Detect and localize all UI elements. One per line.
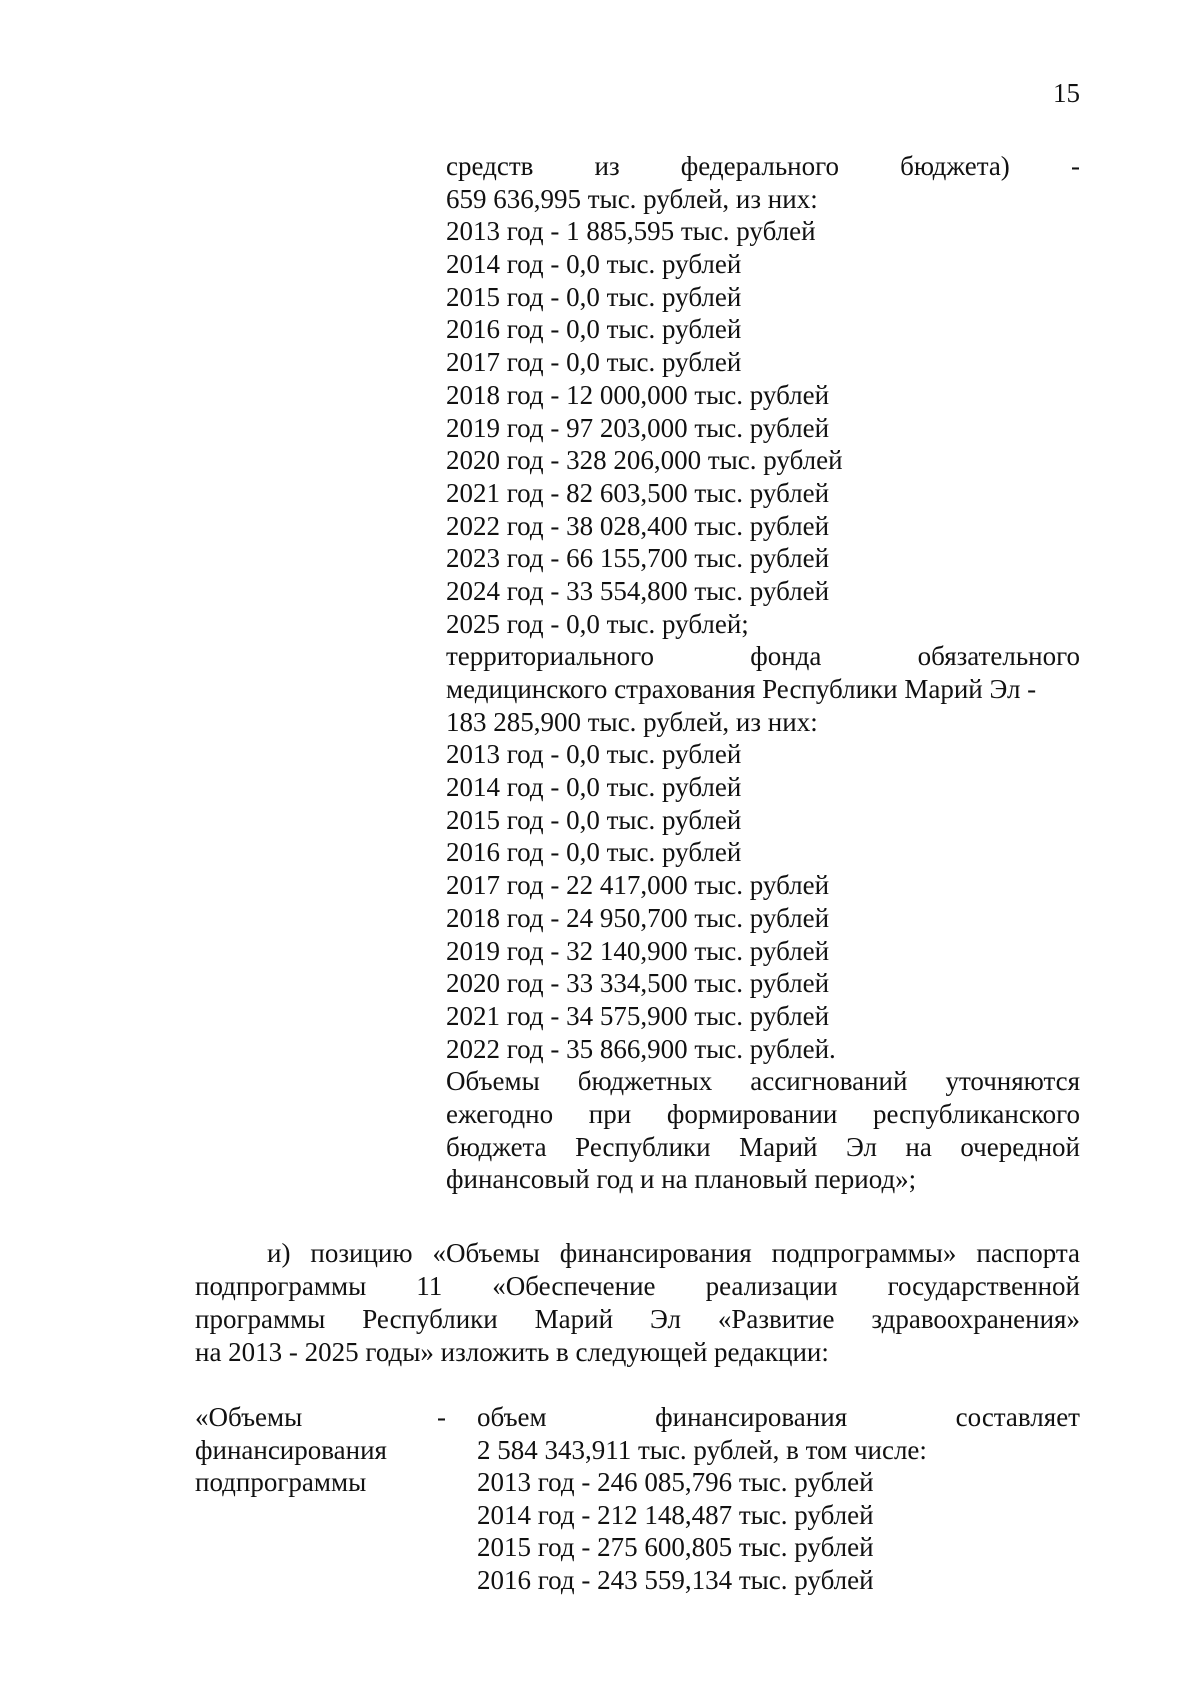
year-line: 2015 год - 0,0 тыс. рублей <box>446 281 742 312</box>
label-line: подпрограммы <box>195 1467 367 1497</box>
subprogram-financing-values <box>477 1401 1080 1596</box>
year-line: 2015 год - 0,0 тыс. рублей <box>446 804 742 835</box>
year-line: 2014 год - 0,0 тыс. рублей <box>446 772 742 803</box>
tfoms-heading <box>446 640 1080 673</box>
year-line: 2022 год - 35 866,900 тыс. рублей. <box>446 1033 836 1064</box>
financing-label <box>195 1401 445 1499</box>
word: Эл <box>649 1304 681 1334</box>
word: обязательного <box>917 641 1080 672</box>
federal-total: 659 636,995 тыс. рублей, из них: <box>446 183 818 214</box>
word: Марий <box>534 1304 614 1334</box>
word: средств <box>446 151 534 181</box>
word: здравоохранения» <box>871 1304 1080 1334</box>
word: государственной <box>887 1271 1080 1301</box>
word: - <box>1070 151 1080 181</box>
word: из <box>594 151 620 181</box>
year-line: 2023 год - 66 155,700 тыс. рублей <box>446 543 830 574</box>
amendment-paragraph <box>195 1237 1080 1369</box>
word: федерального <box>680 151 839 181</box>
label-dash: - <box>437 1402 446 1432</box>
word: финансирования <box>559 1238 752 1268</box>
word: реализации <box>705 1271 838 1301</box>
year-line: 2017 год - 22 417,000 тыс. рублей <box>446 870 830 901</box>
year-line: 2021 год - 82 603,500 тыс. рублей <box>446 477 830 508</box>
amendment-line <box>195 1270 1080 1303</box>
year-line: 2020 год - 33 334,500 тыс. рублей <box>446 968 830 999</box>
word: паспорта <box>976 1238 1080 1268</box>
page-number: 15 <box>1053 78 1080 108</box>
tfoms-total: 183 285,900 тыс. рублей, из них: <box>446 706 818 737</box>
word: финансирования <box>655 1402 848 1432</box>
word: программы <box>195 1304 326 1334</box>
federal-year-list <box>446 215 1080 640</box>
word: объем <box>477 1402 547 1432</box>
federal-budget-heading <box>446 150 1080 183</box>
tfoms-year-list <box>446 738 1080 1065</box>
amendment-line <box>195 1237 1080 1270</box>
word: Республики <box>362 1304 498 1334</box>
year-line: 2016 год - 0,0 тыс. рублей <box>446 314 742 345</box>
year-line: 2020 год - 328 206,000 тыс. рублей <box>446 445 843 476</box>
word: подпрограммы» <box>771 1238 957 1268</box>
year-line: 2013 год - 1 885,595 тыс. рублей <box>446 216 816 247</box>
year-line: 2013 год - 246 085,796 тыс. рублей <box>477 1467 874 1497</box>
year-line: 2019 год - 97 203,000 тыс. рублей <box>446 412 830 443</box>
year-line: 2017 год - 0,0 тыс. рублей <box>446 347 742 378</box>
label-line: финансирования <box>195 1434 387 1465</box>
year-line: 2014 год - 212 148,487 тыс. рублей <box>477 1499 874 1530</box>
word: позицию <box>310 1238 413 1268</box>
federal-and-tfoms-financing-block <box>446 150 1080 1196</box>
year-line: 2022 год - 38 028,400 тыс. рублей <box>446 510 830 541</box>
year-line: 2025 год - 0,0 тыс. рублей; <box>446 608 749 639</box>
word: «Объемы <box>432 1238 540 1268</box>
financing-heading <box>477 1401 1080 1434</box>
word: фонда <box>750 641 822 672</box>
word: бюджета) <box>900 151 1010 181</box>
year-line: 2013 год - 0,0 тыс. рублей <box>446 739 742 770</box>
amendment-line <box>195 1303 1080 1336</box>
word: территориального <box>446 641 654 672</box>
year-line: 2016 год - 243 559,134 тыс. рублей <box>477 1564 874 1595</box>
year-line: 2018 год - 12 000,000 тыс. рублей <box>446 379 830 410</box>
year-line: 2021 год - 34 575,900 тыс. рублей <box>446 1000 830 1031</box>
year-line: 2016 год - 0,0 тыс. рублей <box>446 837 742 868</box>
word: и) <box>267 1238 291 1268</box>
word: составляет <box>955 1402 1080 1432</box>
word: «Развитие <box>717 1304 835 1334</box>
budget-note: Объемы бюджетных ассигнований уточняются ежегодно при формировании республиканского бюджета Республики Марий Эл на очередной финансовый год и на плановый период»; <box>446 1066 1080 1195</box>
word: подпрограммы <box>195 1271 367 1301</box>
year-line: 2014 год - 0,0 тыс. рублей <box>446 249 742 280</box>
label-line: «Объемы <box>195 1402 303 1432</box>
year-line: 2018 год - 24 950,700 тыс. рублей <box>446 902 830 933</box>
year-line: 2024 год - 33 554,800 тыс. рублей <box>446 575 830 606</box>
word: «Обеспечение <box>492 1271 656 1301</box>
word: 11 <box>416 1271 443 1301</box>
year-line: 2019 год - 32 140,900 тыс. рублей <box>446 935 830 966</box>
financing-total: 2 584 343,911 тыс. рублей, в том числе: <box>477 1434 927 1465</box>
tfoms-heading-line2: медицинского страхования Республики Марий Эл - <box>446 674 1037 704</box>
amendment-line: на 2013 - 2025 годы» изложить в следующей редакции: <box>195 1337 829 1367</box>
year-line: 2015 год - 275 600,805 тыс. рублей <box>477 1532 874 1562</box>
